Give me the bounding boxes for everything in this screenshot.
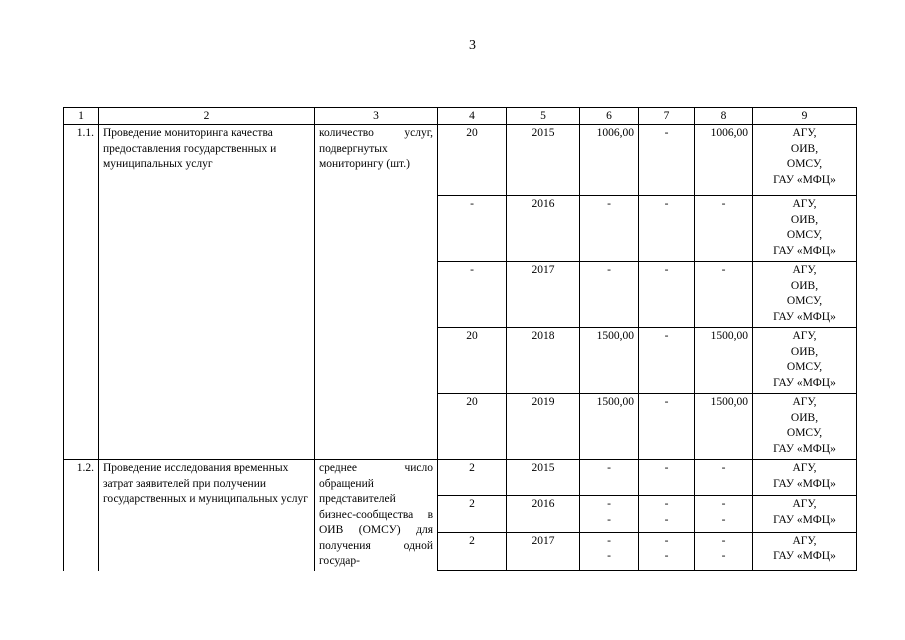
col7-value: -	[639, 125, 695, 196]
header-cell: 7	[639, 108, 695, 125]
table-row	[64, 460, 857, 496]
year-cell: 2015	[507, 460, 580, 496]
item-name: Проведение исследования временных затрат заявителей при получении государственных и муниципальных услуг	[99, 460, 315, 571]
executors: АГУ, ГАУ «МФЦ»	[753, 460, 857, 496]
col6-value: 1500,00	[580, 328, 639, 394]
header-cell: 6	[580, 108, 639, 125]
col7-value: -	[639, 196, 695, 262]
col6-value: -	[580, 262, 639, 328]
header-cell: 1	[64, 108, 99, 125]
col7-value: -	[639, 328, 695, 394]
header-cell: 3	[315, 108, 438, 125]
header-cell: 2	[99, 108, 315, 125]
year-cell: 2017	[507, 532, 580, 570]
item-number: 1.2.	[64, 460, 99, 571]
col8-value: - -	[695, 496, 753, 532]
col7-value: - -	[639, 532, 695, 570]
header-cell: 9	[753, 108, 857, 125]
year-cell: 2015	[507, 125, 580, 196]
executors: АГУ, ГАУ «МФЦ»	[753, 496, 857, 532]
target-value: 2	[438, 460, 507, 496]
header-cell: 8	[695, 108, 753, 125]
target-value: 20	[438, 125, 507, 196]
header-cell: 4	[438, 108, 507, 125]
item-indicator: количество услуг, подвергнутых мониторингу (шт.)	[315, 125, 438, 460]
col7-value: - -	[639, 496, 695, 532]
col7-value: -	[639, 460, 695, 496]
page-number: 3	[469, 38, 476, 53]
item-number: 1.1.	[64, 125, 99, 460]
col6-value: - -	[580, 496, 639, 532]
executors: АГУ, ОИВ, ОМСУ, ГАУ «МФЦ»	[753, 262, 857, 328]
col6-value: -	[580, 460, 639, 496]
col7-value: -	[639, 394, 695, 460]
col8-value: -	[695, 262, 753, 328]
year-cell: 2018	[507, 328, 580, 394]
target-value: 20	[438, 328, 507, 394]
year-cell: 2017	[507, 262, 580, 328]
col8-value: 1500,00	[695, 394, 753, 460]
col8-value: 1006,00	[695, 125, 753, 196]
col8-value: - -	[695, 532, 753, 570]
col8-value: 1500,00	[695, 328, 753, 394]
item-name: Проведение мониторинга качества предоставления государственных и муниципальных услуг	[99, 125, 315, 460]
col6-value: - -	[580, 532, 639, 570]
col7-value: -	[639, 262, 695, 328]
col8-value: -	[695, 460, 753, 496]
header-cell: 5	[507, 108, 580, 125]
executors: АГУ, ГАУ «МФЦ»	[753, 532, 857, 570]
col6-value: -	[580, 196, 639, 262]
year-cell: 2016	[507, 496, 580, 532]
header-row	[64, 108, 857, 125]
col6-value: 1006,00	[580, 125, 639, 196]
col6-value: 1500,00	[580, 394, 639, 460]
executors: АГУ, ОИВ, ОМСУ, ГАУ «МФЦ»	[753, 328, 857, 394]
year-cell: 2019	[507, 394, 580, 460]
year-cell: 2016	[507, 196, 580, 262]
executors: АГУ, ОИВ, ОМСУ, ГАУ «МФЦ»	[753, 394, 857, 460]
table-row	[64, 125, 857, 196]
col8-value: -	[695, 196, 753, 262]
target-value: 2	[438, 532, 507, 570]
target-value: 2	[438, 496, 507, 532]
executors: АГУ, ОИВ, ОМСУ, ГАУ «МФЦ»	[753, 196, 857, 262]
item-indicator: среднее число обращений представителей бизнес-сообщества в ОИВ (ОМСУ) для получения одной государ-	[315, 460, 438, 571]
target-value: -	[438, 262, 507, 328]
executors: АГУ, ОИВ, ОМСУ, ГАУ «МФЦ»	[753, 125, 857, 196]
program-table	[63, 107, 857, 571]
target-value: -	[438, 196, 507, 262]
target-value: 20	[438, 394, 507, 460]
